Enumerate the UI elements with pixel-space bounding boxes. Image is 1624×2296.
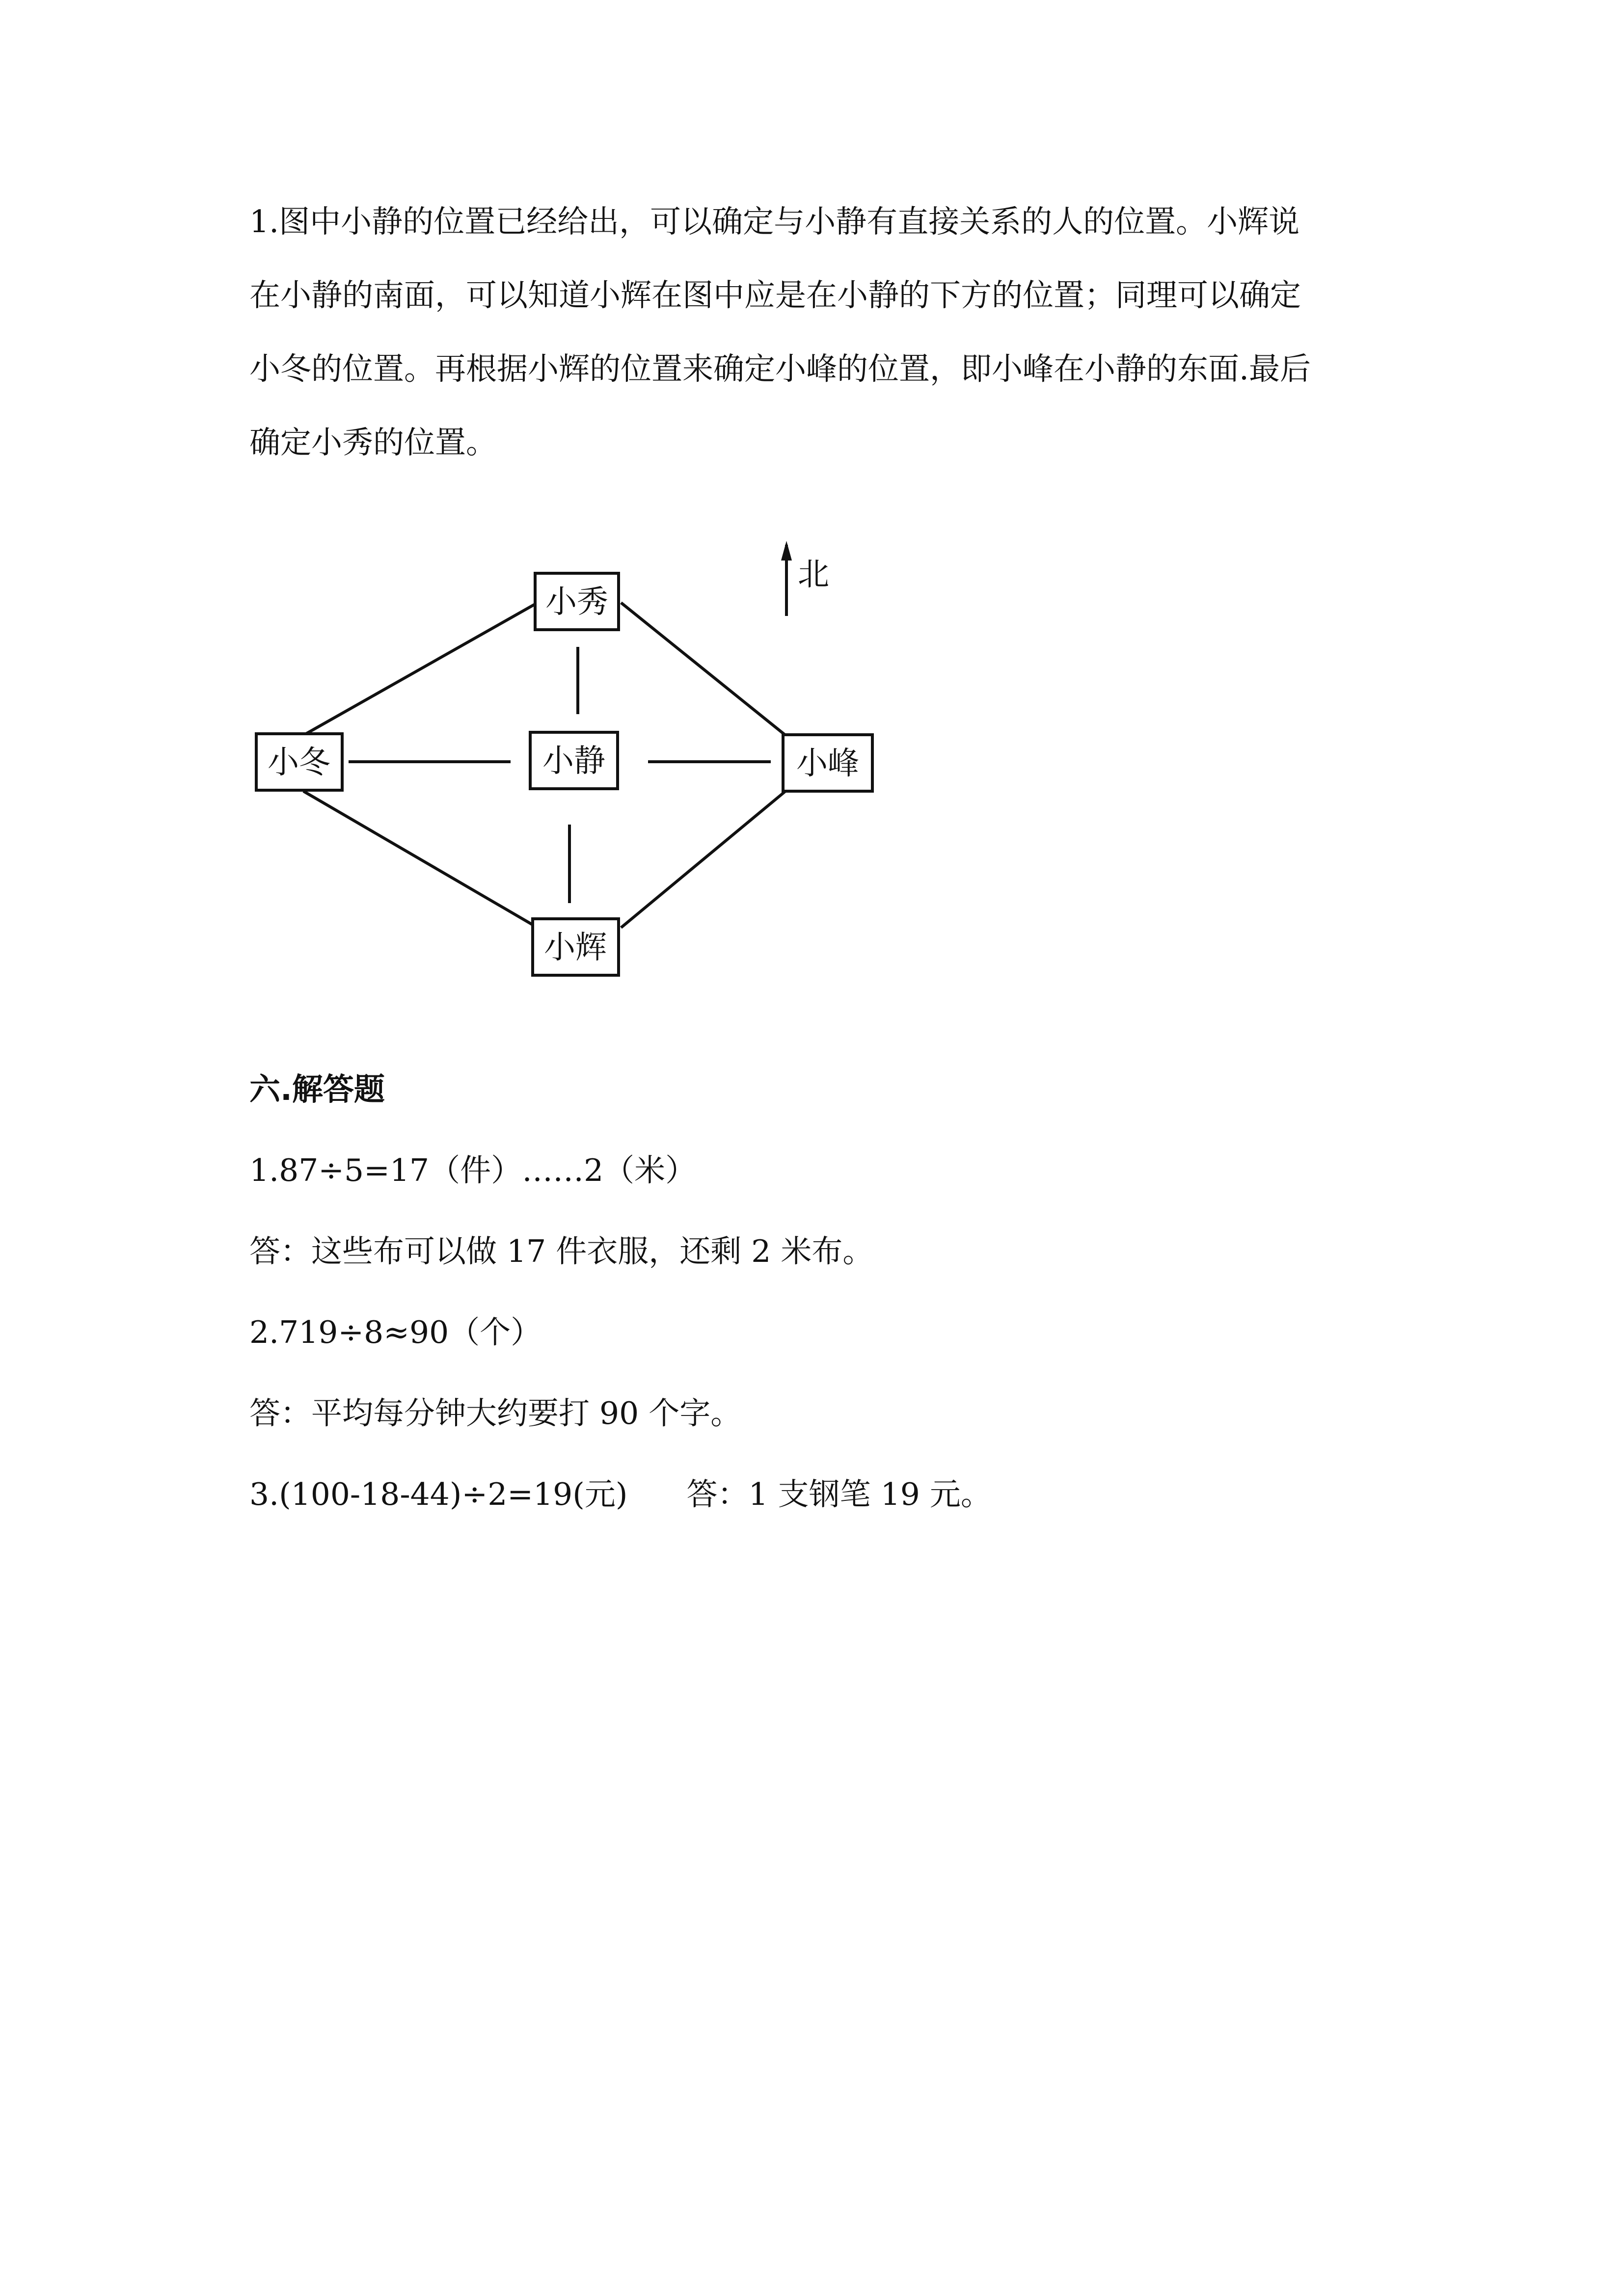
north-arrow: [781, 541, 829, 616]
node-hui: [533, 919, 619, 975]
explanation-line-1: 1.图中小静的位置已经给出，可以确定与小静有直接关系的人的位置。小辉说: [249, 204, 1300, 240]
north-label: 北: [798, 557, 829, 593]
edge-feng-hui: [621, 791, 785, 928]
node-dong: [256, 734, 342, 790]
answer-item-1-equation: 1.87÷5=17（件）……2（米）: [249, 1152, 697, 1188]
edge-xiu-dong: [303, 603, 538, 735]
node-hui-label: 小辉: [544, 930, 607, 966]
answer-item-2-answer: 答：平均每分钟大约要打 90 个字。: [249, 1395, 742, 1431]
node-xiu-label: 小秀: [545, 584, 608, 620]
explanation-line-4: 确定小秀的位置。: [249, 425, 497, 460]
node-jing-label: 小静: [542, 743, 605, 779]
edge-xiu-feng: [621, 603, 785, 735]
answer-item-1-answer: 答：这些布可以做 17 件衣服，还剩 2 米布。: [249, 1233, 874, 1269]
answer-item-3: 3.(100-18-44)÷2=19(元) 答：1 支钢笔 19 元。: [249, 1476, 992, 1512]
explanation-line-2: 在小静的南面，可以知道小辉在图中应是在小静的下方的位置；同理可以确定: [249, 277, 1301, 313]
explanation-line-3: 小冬的位置。再根据小辉的位置来确定小峰的位置，即小峰在小静的东面.最后: [249, 351, 1311, 387]
node-feng: [783, 735, 872, 791]
node-jing: [530, 732, 618, 789]
node-dong-label: 小冬: [268, 745, 330, 781]
north-arrow-head-icon: [781, 541, 792, 561]
edge-dong-hui: [303, 791, 538, 928]
node-xiu: [535, 573, 619, 630]
answer-item-2-equation: 2.719÷8≈90（个）: [249, 1314, 542, 1350]
node-feng-label: 小峰: [796, 746, 859, 782]
section-heading: 六.解答题: [249, 1071, 385, 1107]
